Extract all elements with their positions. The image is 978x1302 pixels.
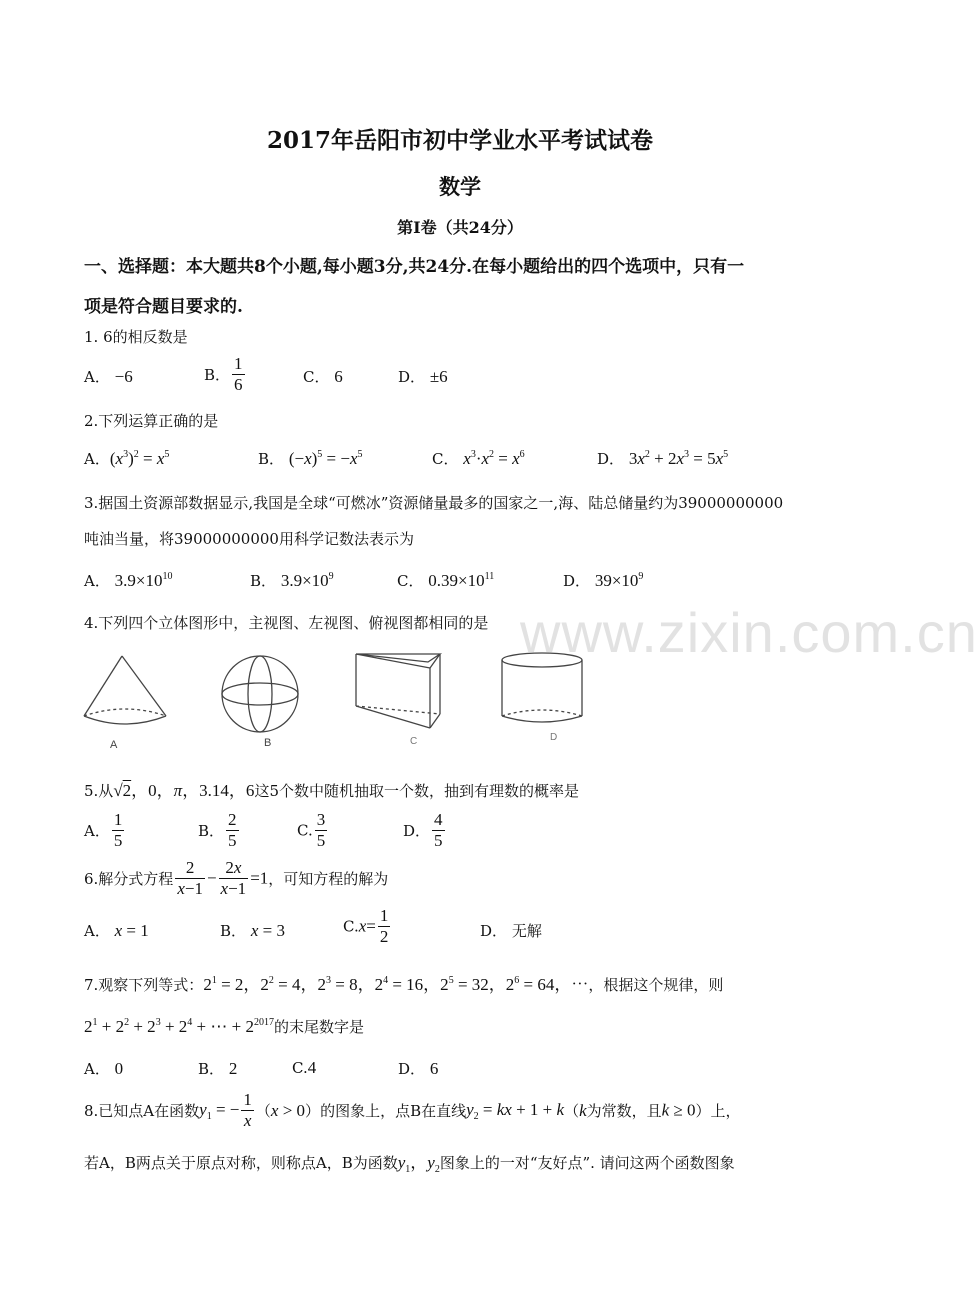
q6-option-c: C.x= $\frac{1}{2}$ [343,906,389,946]
exam-title: 2017年岳阳市初中学业水平考试试卷 [266,127,653,154]
watermark: www.zixin.com.cn [520,601,978,664]
q7-option-c: C.4 [292,1058,317,1077]
q3-option-b: B． $3.9\times 10^9$ [250,571,334,590]
q2-option-d: D． $3x^2 + 2x^3 = 5x^5$ [597,449,729,468]
question-4-stem: 4.下列四个立体图形中，主视图、左视图、俯视图都相同的是 [84,614,489,632]
section-heading-line2: 项是符合题目要求的. [84,297,243,317]
q5-option-d: D． $\frac{4}{5}$ [403,810,443,850]
q5-option-b: B． $\frac{2}{5}$ [198,810,237,850]
q1-option-d: D． ±6 [398,367,448,386]
q1-option-b: B． $\frac{1}{6}$ [204,354,243,394]
cone-figure [84,656,166,724]
q3-option-a: A． $3.9\times 10^{10}$ [84,571,173,590]
q6-option-a: A． x = 1 [84,921,149,940]
question-5-stem: 5.从√2，0，π，3.14，6这5个数中随机抽取一个数，抽到有理数的概率是 [84,781,579,800]
question-2-stem: 2.下列运算正确的是 [84,412,219,430]
question-8-line2: 若A，B两点关于原点对称，则称点A，B为函数$y_1$，$y_2$图象上的一对“友好点”. 请问这两个函数图象 [84,1153,735,1175]
q7-option-b: B． 2 [198,1059,238,1078]
q6-option-b: B． x = 3 [220,921,285,940]
q7-option-a: A． 0 [84,1059,124,1078]
fig-label-c: C [410,736,418,747]
question-7-line2: $2^1 + 2^2 + 2^3 + 2^4$ + ⋯ + $2^{2017}$的末尾数字是 [84,1017,364,1036]
fig-label-a: A [110,739,118,751]
fig-label-d: D [550,732,558,743]
q1-option-c: C． 6 [303,367,343,386]
question-6-stem: 6.解分式方程 $\frac{2}{x-1}$ − $\frac{2x}{x-1}$ =1，可知方程的解为 [84,858,389,898]
cylinder-figure [502,653,582,722]
q2-option-b: B． $(-x)^5 = -x^5$ [258,449,363,468]
sphere-figure [222,656,298,732]
q6-option-d: D． 无解 [480,922,542,940]
q5-option-c: C. $\frac{3}{5}$ [297,810,326,850]
q4-figures [80,648,700,752]
question-7-line1: 7.观察下列等式：$2^1 = 2$，$2^2 = 4$，$2^3 = 8$，$2^4 = 16$，$2^5 = 32$，$2^6 = 64$，⋯，根据这个规律，则 [84,975,724,994]
q2-option-a: A．$(x^3)^2 = x^5$ [84,449,170,468]
q5-option-a: A． $\frac{1}{5}$ [84,810,123,850]
question-8-line1: 8.已知点A在函数$y_1$ = − $\frac{1}{x}$ （x > 0）的图象上，点B在直线$y_2$ = kx + 1 + k（k为常数，且k ≥ 0）上， [84,1090,741,1130]
question-3-line1: 3.据国土资源部数据显示,我国是全球“可燃冰”资源储量最多的国家之一,海、陆总储量约为39000000000 [84,494,784,512]
q3-option-d: D． $39\times 10^9$ [563,571,644,590]
q3-option-c: C． $0.39\times 10^{11}$ [397,571,495,590]
q7-option-d: D． 6 [398,1059,439,1078]
volume-heading: 第Ⅰ卷（共24分） [397,218,523,237]
section-heading-line1: 一、选择题：本大题共8个小题,每小题3分,共24分.在每小题给出的四个选项中，只有一 [84,257,745,277]
question-1-stem: 1. 6的相反数是 [84,328,188,346]
fig-label-b: B [264,737,272,749]
subject-title: 数学 [439,174,481,199]
question-3-line2: 吨油当量，将39000000000用科学记数法表示为 [84,530,414,548]
q2-option-c: C． $x^3\cdot x^2 = x^6$ [432,449,525,468]
q1-option-a: A． −6 [84,367,133,386]
prism-figure [356,654,440,728]
